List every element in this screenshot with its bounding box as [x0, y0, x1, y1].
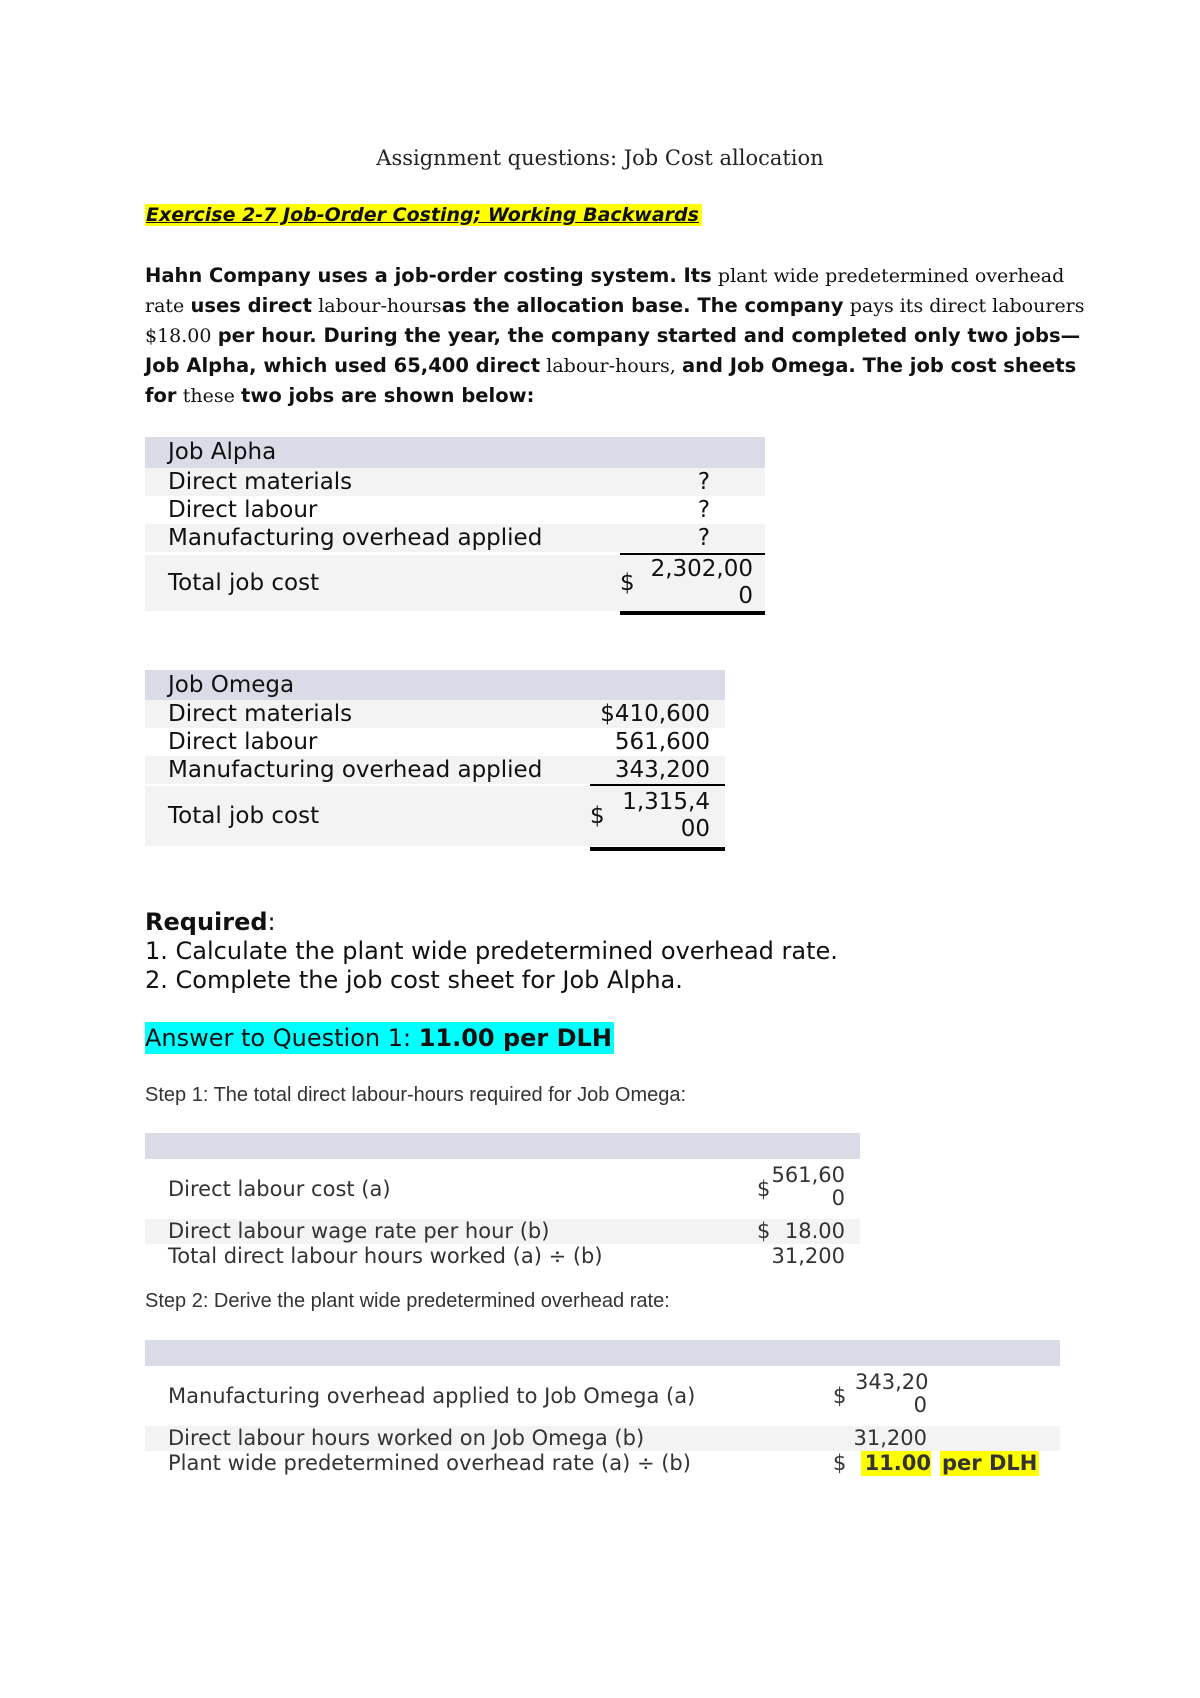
total-value-line1: 1,315,4	[622, 789, 710, 815]
total-value-line2: 0	[738, 583, 753, 609]
table-row	[145, 1219, 860, 1244]
table-row	[145, 1451, 1060, 1476]
table-row	[145, 1161, 860, 1217]
intro-text-9: and Job Omega. The job cost sheets for	[145, 354, 1077, 407]
row-label: Manufacturing overhead applied	[168, 757, 543, 783]
answer-value: 11.00 per DLH	[418, 1024, 612, 1052]
row-label: Direct labour cost (a)	[168, 1177, 391, 1201]
total-label: Total job cost	[168, 803, 320, 829]
required-section	[145, 908, 838, 995]
total-currency: $	[620, 570, 635, 596]
total-double-rule	[590, 847, 725, 851]
intro-text-2: plant wide predetermined overhead rate	[145, 265, 1065, 317]
total-label: Total job cost	[168, 570, 320, 596]
table-row	[145, 468, 765, 496]
table-row	[145, 1426, 1060, 1451]
row-label: Manufacturing overhead applied to Job Omega (a)	[168, 1384, 696, 1408]
job-omega-header	[145, 670, 725, 700]
table-row	[145, 524, 765, 552]
page-title: Assignment questions: Job Cost allocation	[376, 146, 824, 170]
intro-text-1: Hahn Company uses a job-order costing system. Its	[145, 264, 712, 287]
total-row	[145, 555, 765, 611]
step-1-table	[145, 1133, 860, 1268]
required-heading: Required	[145, 908, 268, 936]
step-1-text: Step 1: The total direct labour-hours required for Job Omega:	[145, 1084, 687, 1106]
row-label: Total direct labour hours worked (a) ÷ (b)	[168, 1244, 603, 1268]
intro-paragraph	[145, 261, 1085, 411]
row-value: 31,200	[771, 1244, 845, 1268]
total-row	[145, 786, 725, 846]
question-1: 1. Calculate the plant wide predetermined overhead rate.	[145, 937, 838, 965]
job-alpha-title: Job Alpha	[168, 439, 277, 465]
row-label: Direct labour	[168, 497, 318, 523]
row-value: ?	[697, 497, 711, 523]
row-value: 343,200	[614, 757, 710, 783]
row-value: $410,600	[600, 701, 710, 727]
table-row	[145, 700, 725, 728]
total-double-rule	[620, 611, 765, 615]
total-value-line1: 2,302,00	[650, 556, 753, 582]
row-label: Manufacturing overhead applied	[168, 525, 543, 551]
row-label: Plant wide predetermined overhead rate (a) ÷ (b)	[168, 1451, 691, 1475]
step-2-text: Step 2: Derive the plant wide predetermined overhead rate:	[145, 1290, 670, 1312]
row-value: ?	[697, 469, 711, 495]
step-1-header-band	[145, 1133, 860, 1159]
answer-prefix: Answer to Question 1:	[145, 1024, 419, 1052]
step-2-header-band	[145, 1340, 1060, 1366]
row-value-line2: 0	[831, 1186, 845, 1210]
row-currency: $	[757, 1219, 771, 1243]
row-label: Direct materials	[168, 469, 353, 495]
intro-text-6: pays its direct labourers $18.00	[145, 295, 1085, 347]
row-value-line1: 343,20	[855, 1370, 929, 1394]
row-label: Direct labour wage rate per hour (b)	[168, 1219, 550, 1243]
total-value-line2: 00	[680, 816, 710, 842]
rate-unit: per DLH	[942, 1451, 1038, 1475]
exercise-heading: Exercise 2-7 Job-Order Costing; Working Backwards	[145, 204, 702, 226]
row-currency: $	[757, 1177, 771, 1201]
rate-value: 11.00	[861, 1451, 931, 1476]
total-currency: $	[590, 803, 605, 829]
intro-text-7: per hour. During the year, the company started and completed only two jobs—Job Alpha, which used 65,400 direct	[145, 324, 1081, 377]
row-value: 561,600	[614, 729, 710, 755]
question-2: 2. Complete the job cost sheet for Job Alpha.	[145, 966, 683, 994]
row-value: 31,200	[853, 1426, 927, 1450]
row-currency: $	[833, 1384, 847, 1408]
table-row	[145, 756, 725, 784]
job-omega-title: Job Omega	[168, 672, 295, 698]
intro-text-4: labour-hours	[318, 295, 442, 317]
table-row	[145, 1368, 1060, 1424]
row-value: 18.00	[784, 1219, 845, 1243]
table-row	[145, 728, 725, 756]
row-value-line2: 0	[913, 1393, 927, 1417]
job-omega-table	[145, 670, 725, 860]
job-alpha-table	[145, 437, 765, 617]
required-colon: :	[267, 908, 276, 936]
row-value: ?	[697, 525, 711, 551]
row-label: Direct labour	[168, 729, 318, 755]
table-row	[145, 496, 765, 524]
intro-text-3: uses direct	[190, 294, 312, 317]
row-label: Direct labour hours worked on Job Omega (b)	[168, 1426, 645, 1450]
intro-text-5: as the allocation base. The company	[441, 294, 844, 317]
answer-1-heading	[145, 1022, 614, 1054]
row-value-line1: 561,60	[771, 1163, 845, 1187]
step-2-table	[145, 1340, 1060, 1475]
table-row	[145, 1244, 860, 1269]
intro-text-11: two jobs are shown below:	[241, 384, 535, 407]
intro-text-10: these	[182, 385, 235, 407]
row-currency: $	[833, 1451, 847, 1475]
job-alpha-header	[145, 437, 765, 468]
intro-text-8: labour-hours,	[546, 355, 676, 377]
row-label: Direct materials	[168, 701, 353, 727]
